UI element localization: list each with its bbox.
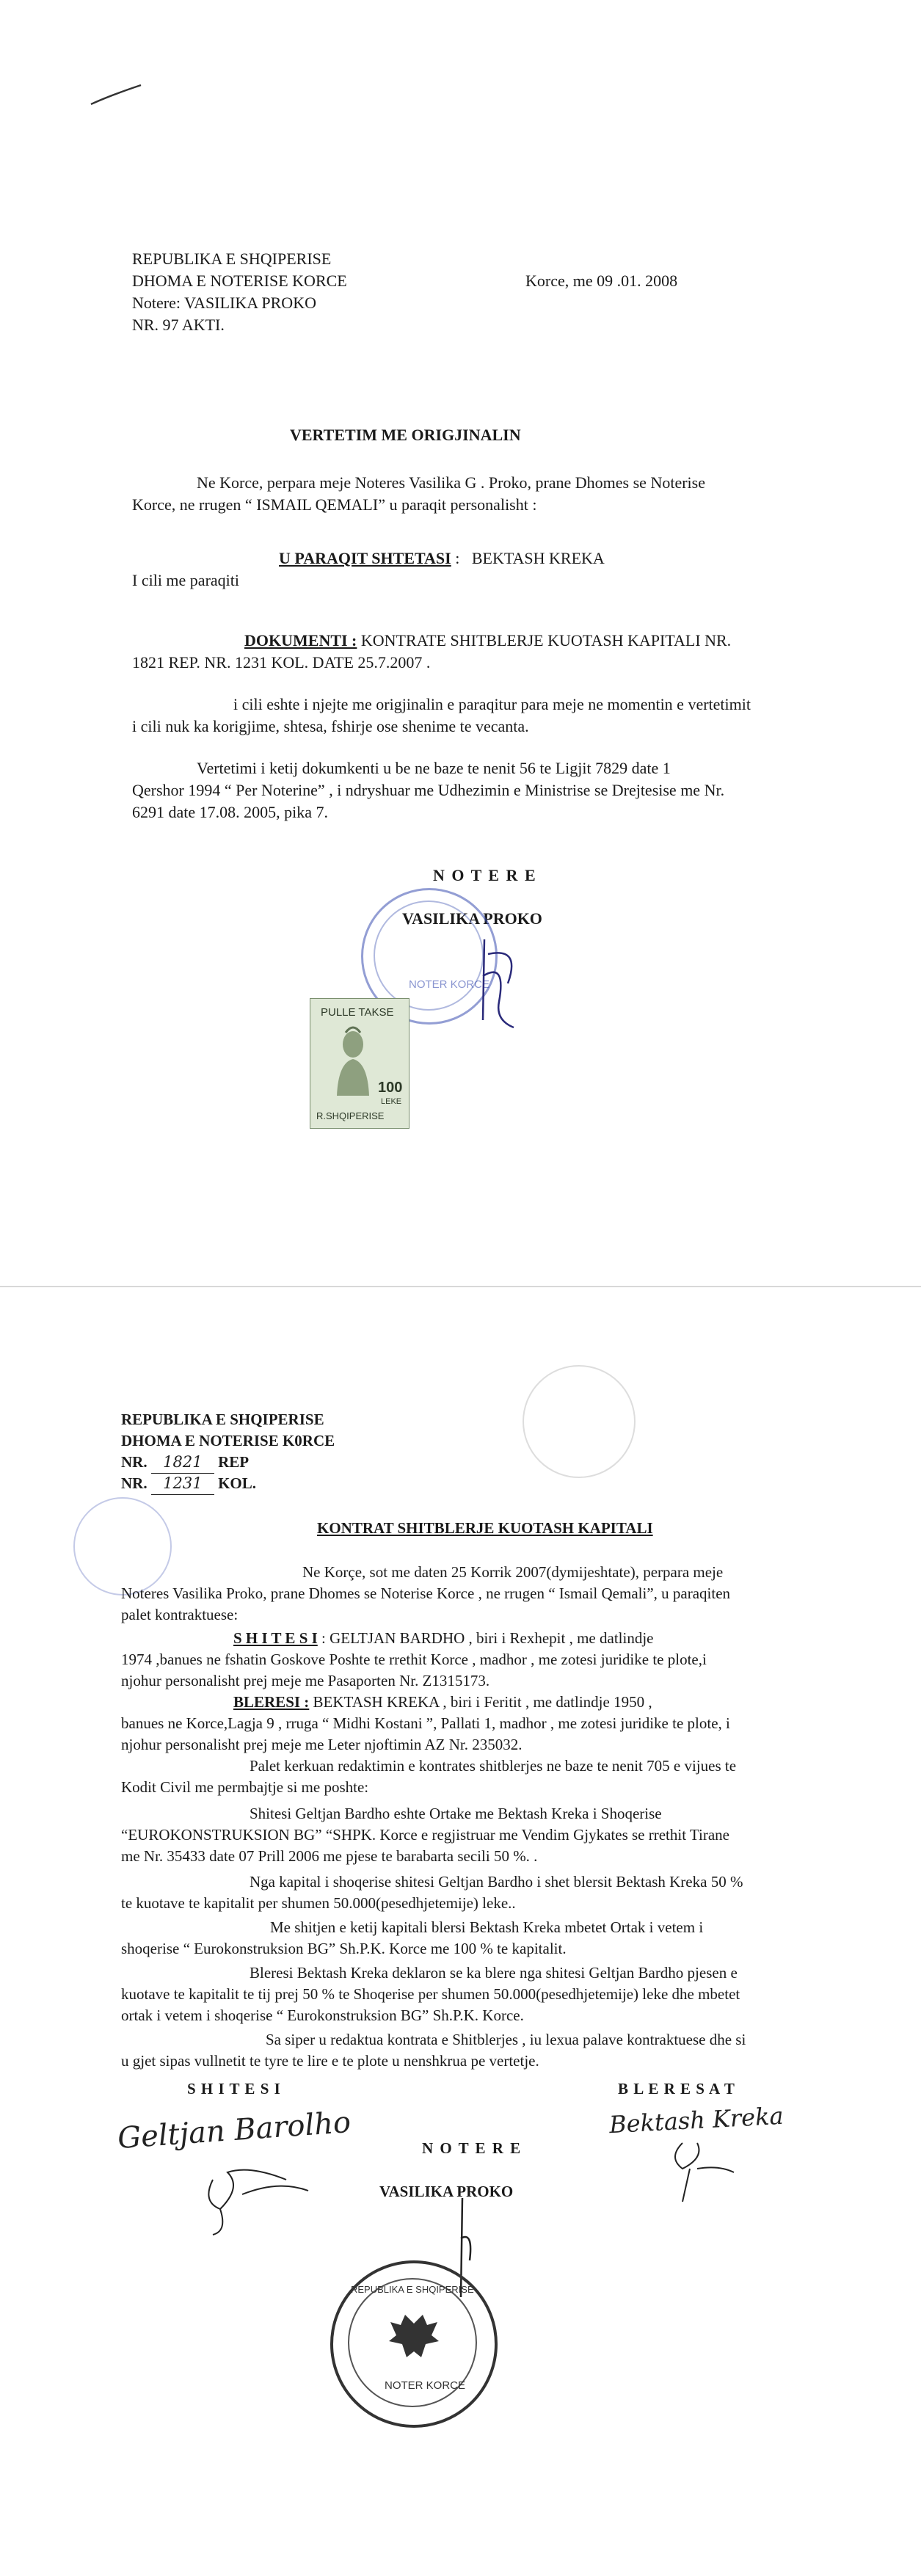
seller-line [233, 1628, 653, 1649]
buyer-line-3: njohur personalisht prej meje me Leter njoftimin AZ Nr. 235032. [121, 1736, 523, 1753]
stamp-text: NOTER KORCE [409, 978, 490, 991]
header-line: NR. 97 AKTI. [132, 316, 225, 334]
seal-text: REPUBLIKA E SHQIPERISE [351, 2284, 474, 2295]
nr-kol-prefix: NR. [121, 1474, 148, 1492]
tax-stamp-top: PULLE TAKSE [321, 1006, 394, 1019]
page-title: VERTETIM ME ORIGJINALIN [290, 426, 521, 444]
para-line: Noteres Vasilika Proko, prane Dhomes se Noterise Korce , ne rrugen “ Ismail Qemali”, u paraqiten [121, 1584, 731, 1602]
tax-stamp-unit: LEKE [381, 1097, 402, 1106]
tax-stamp-bottom: R.SHQIPERISE [316, 1110, 385, 1121]
faint-stamp [523, 1365, 636, 1478]
legal-line: Vertetimi i ketij dokumkenti u be ne baze te nenit 56 te Ligjit 7829 date 1 [197, 759, 671, 777]
notary-signature [455, 932, 536, 1035]
header-line: DHOMA E NOTERISE K0RCE [121, 1432, 335, 1449]
intro-line: Ne Korce, perpara meje Noteres Vasilika G . Proko, prane Dhomes se Noterise [197, 473, 705, 492]
buyer-signature-title: B L E R E S A T [618, 2080, 735, 2097]
body-line: “EUROKONSTRUKSION BG” “SHPK. Korce e regjistruar me Vendim Gjykates se rrethit Tirane [121, 1826, 729, 1844]
body-line: Sa siper u redaktua kontrata e Shitblerjes , iu lexua palave kontraktuese dhe si [266, 2031, 746, 2048]
notary-seal [330, 2260, 498, 2428]
contract-title: KONTRAT SHITBLERJE KUOTASH KAPITALI [317, 1519, 653, 1537]
seal-sub-text: NOTER KORCE [385, 2379, 466, 2392]
para-line: Ne Korçe, sot me daten 25 Korrik 2007(dymijeshtate), perpara meje [302, 1563, 724, 1581]
citizen-line-2: I cili me paraqiti [132, 571, 239, 589]
seller-line-3: njohur personalisht prej meje me Pasaporten Nr. Z1315173. [121, 1672, 490, 1689]
body-line: kuotave te kapitalit te tij prej 50 % te Shoqerise per shumen 50.000(pesedhjetemije) leke dhe mbetet [121, 1985, 740, 2003]
nr-rep-suffix: REP [218, 1453, 250, 1471]
document-label: DOKUMENTI : [244, 631, 357, 650]
notary-name: VASILIKA PROKO [402, 909, 542, 928]
document-line-2: 1821 REP. NR. 1231 KOL. DATE 25.7.2007 . [132, 653, 431, 672]
tax-stamp-value: 100 [378, 1080, 403, 1096]
header-line: Notere: VASILIKA PROKO [132, 294, 316, 312]
seller-details: : GELTJAN BARDHO , biri i Rexhepit , me datlindje [317, 1629, 654, 1647]
conform-line: i cili nuk ka korigjime, shtesa, fshirje ose shenime te vecanta. [132, 717, 529, 735]
tax-stamp [310, 998, 409, 1129]
header-line: REPUBLIKA E SHQIPERISE [132, 250, 332, 268]
citizen-label: U PARAQIT SHTETASI [279, 549, 451, 567]
body-line: u gjet sipas vullnetit te tyre te lire e te plote u nenshkrua pe vertetje. [121, 2052, 539, 2070]
nr-kol-suffix: KOL. [218, 1474, 257, 1492]
skanderbeg-portrait-icon [331, 1022, 375, 1096]
para-line: palet kontraktuese: [121, 1606, 239, 1623]
buyer-line-2: banues ne Korce,Lagja 9 , rruga “ Midhi Kostani ”, Pallati 1, madhor , me zotesi juridike te plote, i [121, 1714, 730, 1732]
body-line: Me shitjen e ketij kapitali blersi Bektash Kreka mbetet Ortak i vetem i [270, 1918, 704, 1936]
body-line: me Nr. 35433 date 07 Prill 2006 me pjese te barabarta secili 50 %. . [121, 1847, 538, 1865]
nr-rep-value: 1821 [151, 1452, 214, 1474]
pen-stroke-mark [88, 79, 147, 109]
seller-signature: Geltjan Barolho [116, 2105, 352, 2156]
body-line: shoqerise “ Eurokonstruksion BG” Sh.P.K. Korce me 100 % te kapitalit. [121, 1940, 567, 1957]
seller-signature-scribble [198, 2158, 316, 2238]
header-line: DHOMA E NOTERISE KORCE [132, 272, 347, 290]
faint-blue-stamp [73, 1497, 172, 1596]
header-block [132, 248, 347, 336]
seller-line-2: 1974 ,banues ne fshatin Goskove Poshte te rrethit Korce , madhor , me zotesi juridike te plote,i [121, 1651, 707, 1668]
buyer-label: BLERESI : [233, 1693, 310, 1711]
buyer-line [233, 1692, 652, 1713]
document-line [244, 630, 731, 652]
intro-line: Korce, ne rrugen “ ISMAIL QEMALI” u paraqit personalisht : [132, 495, 537, 514]
citizen-line [279, 547, 605, 570]
body-line: Kodit Civil me permbajtje si me poshte: [121, 1778, 369, 1796]
notary-name: VASILIKA PROKO [379, 2183, 514, 2200]
header-line: REPUBLIKA E SHQIPERISE [121, 1411, 324, 1428]
page-divider [0, 1286, 921, 1287]
date-line: Korce, me 09 .01. 2008 [525, 272, 678, 290]
citizen-name: BEKTASH KREKA [471, 549, 605, 567]
conform-line: i cili eshte i njejte me origjinalin e paraqitur para meje ne momentin e vertetimit [233, 695, 751, 713]
buyer-signature: Bektash Kreka [608, 2101, 785, 2139]
double-headed-eagle-icon [385, 2309, 443, 2368]
body-line: Palet kerkuan redaktimin e kontrates shitblerjes ne baze te nenit 705 e vijues te [250, 1757, 737, 1775]
body-line: Bleresi Bektash Kreka deklaron se ka blere nga shitesi Geltjan Bardho pjesen e [250, 1964, 738, 1982]
body-line: Shitesi Geltjan Bardho eshte Ortake me Bektash Kreka i Shoqerise [250, 1805, 662, 1822]
legal-line: 6291 date 17.08. 2005, pika 7. [132, 803, 329, 821]
seller-label: S H I T E S I [233, 1629, 318, 1647]
notary-title: N O T E R E [433, 866, 537, 884]
buyer-details: BEKTASH KREKA , biri i Feritit , me datlindje 1950 , [309, 1693, 652, 1711]
legal-line: Qershor 1994 “ Per Noterine” , i ndryshuar me Udhezimin e Ministrise se Drejtesise me Nr. [132, 781, 725, 799]
document-title: KONTRATE SHITBLERJE KUOTASH KAPITALI NR. [357, 631, 732, 650]
notary-title: N O T E R E [422, 2139, 523, 2157]
buyer-signature-scribble [660, 2128, 749, 2209]
nr-rep-prefix: NR. [121, 1453, 148, 1471]
nr-kol-value: 1231 [151, 1473, 214, 1495]
body-line: te kuotave te kapitalit per shumen 50.000(pesedhjetemije) leke.. [121, 1894, 516, 1912]
seller-signature-title: S H I T E S I [187, 2080, 281, 2097]
nr-rep-line [121, 1452, 249, 1474]
nr-kol-line [121, 1473, 256, 1495]
body-line: ortak i vetem i shoqerise “ Eurokonstruksion BG” Sh.P.K. Korce. [121, 2006, 524, 2024]
body-line: Nga kapital i shoqerise shitesi Geltjan Bardho i shet blersit Bektash Kreka 50 % [250, 1873, 743, 1891]
citizen-colon: : [451, 549, 460, 567]
